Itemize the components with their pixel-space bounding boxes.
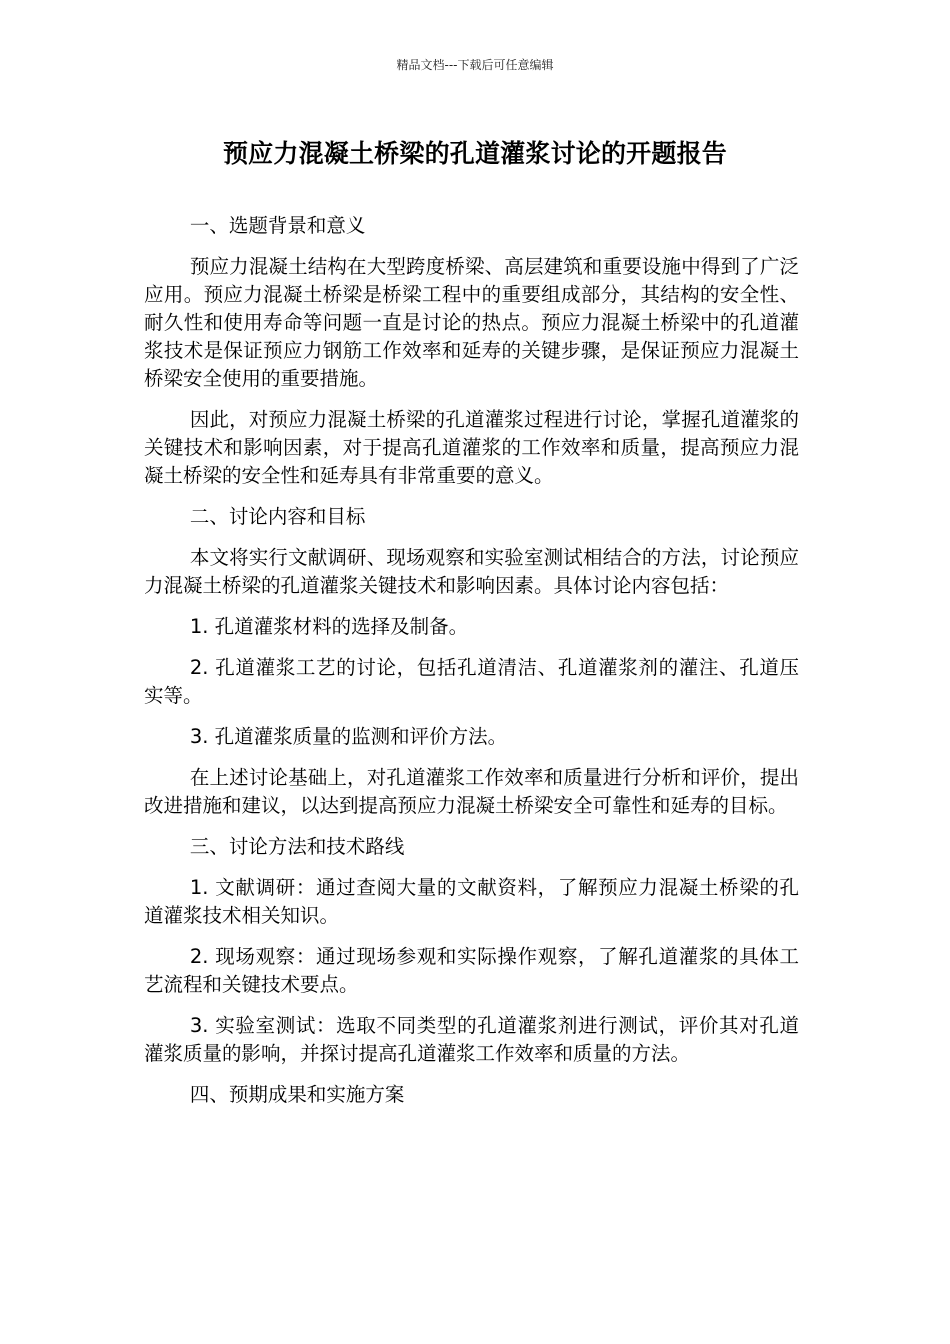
list-item: 3. 孔道灌浆质量的监测和评价方法。 — [189, 725, 508, 748]
section-heading-methods: 三、讨论方法和技术路线 — [189, 835, 405, 858]
list-item: 2. 现场观察：通过现场参观和实际操作观察，了解孔道灌浆的具体工艺流程和关键技术要点。 — [144, 945, 799, 996]
list-item: 1. 文献调研：通过查阅大量的文献资料，了解预应力混凝土桥梁的孔道灌浆技术相关知识。 — [144, 876, 799, 927]
section-heading-content: 二、讨论内容和目标 — [189, 505, 366, 528]
document-title: 预应力混凝土桥梁的孔道灌浆讨论的开题报告 — [222, 139, 727, 168]
document-body — [144, 212, 799, 1122]
list-item: 3. 实验室测试：选取不同类型的孔道灌浆剂进行测试，评价其对孔道灌浆质量的影响，并探讨提高孔道灌浆工作效率和质量的方法。 — [144, 1014, 799, 1065]
body-paragraph: 在上述讨论基础上，对孔道灌浆工作效率和质量进行分析和评价，提出改进措施和建议，以达到提高预应力混凝土桥梁安全可靠性和延寿的目标。 — [144, 766, 799, 817]
section-heading-background: 一、选题背景和意义 — [189, 214, 366, 237]
body-paragraph: 因此，对预应力混凝土桥梁的孔道灌浆过程进行讨论，掌握孔道灌浆的关键技术和影响因素，对于提高孔道灌浆的工作效率和质量，提高预应力混凝土桥梁的安全性和延寿具有非常重要的意义。 — [144, 408, 799, 487]
section-heading-outcomes: 四、预期成果和实施方案 — [189, 1083, 405, 1106]
body-paragraph: 本文将实行文献调研、现场观察和实验室测试相结合的方法，讨论预应力混凝土桥梁的孔道灌浆关键技术和影响因素。具体讨论内容包括： — [144, 546, 799, 597]
header-note: 精品文档---下载后可任意编辑 — [396, 58, 554, 72]
body-paragraph: 预应力混凝土结构在大型跨度桥梁、高层建筑和重要设施中得到了广泛应用。预应力混凝土桥梁是桥梁工程中的重要组成部分，其结构的安全性、耐久性和使用寿命等问题一直是讨论的热点。预应力混凝土桥梁中的孔道灌浆技术是保证预应力钢筋工作效率和延寿的关键步骤，是保证预应力混凝土桥梁安全使用的重要措施。 — [144, 255, 799, 390]
list-item: 1. 孔道灌浆材料的选择及制备。 — [189, 615, 469, 638]
list-item: 2. 孔道灌浆工艺的讨论，包括孔道清洁、孔道灌浆剂的灌注、孔道压实等。 — [144, 656, 799, 707]
